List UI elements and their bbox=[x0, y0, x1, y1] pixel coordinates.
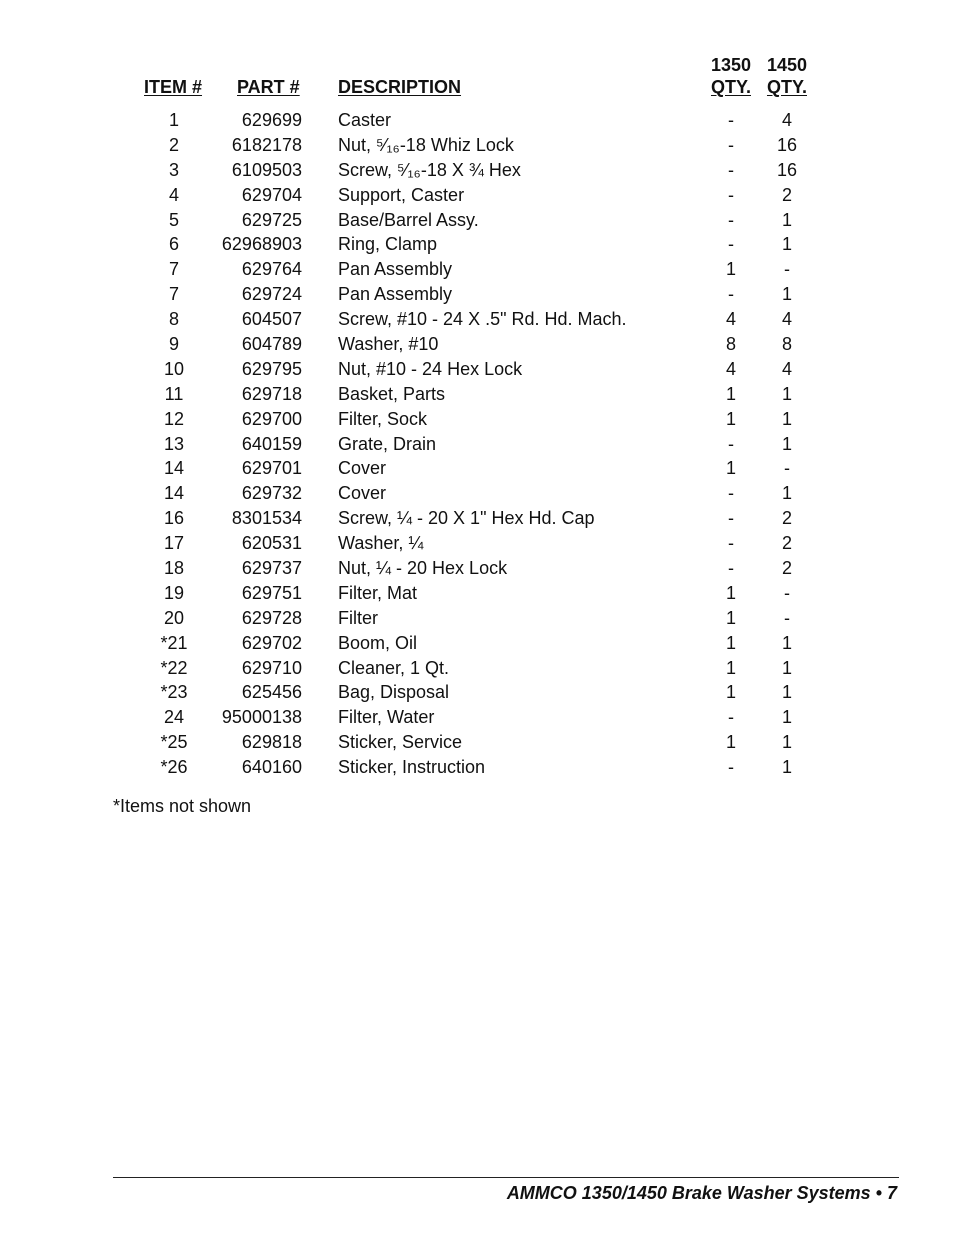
cell-qty-1350: - bbox=[728, 184, 734, 205]
cell-qty-1450: 1 bbox=[781, 707, 792, 728]
cell-item: 5 bbox=[168, 209, 179, 230]
cell-item: 19 bbox=[163, 582, 185, 603]
cell-qty-1350: - bbox=[728, 159, 734, 180]
table-row bbox=[0, 755, 954, 780]
column-header-qty-1350 bbox=[701, 54, 761, 98]
cell-qty-1350: 1 bbox=[725, 682, 736, 703]
column-header-description: DESCRIPTION bbox=[338, 77, 462, 97]
cell-qty-1450: - bbox=[784, 582, 790, 603]
cell-item: 20 bbox=[163, 607, 185, 628]
cell-qty-1350: 4 bbox=[725, 358, 736, 379]
cell-description: Screw, ⁵⁄₁₆-18 X ¾ Hex bbox=[338, 159, 521, 180]
page-footer: AMMCO 1350/1450 Brake Washer Systems • 7 bbox=[506, 1183, 897, 1203]
table-row bbox=[0, 208, 954, 233]
table-row bbox=[0, 257, 954, 282]
cell-part-number: 95000138 bbox=[221, 707, 302, 728]
cell-part-number: 6182178 bbox=[231, 134, 302, 155]
cell-qty-1350: - bbox=[728, 234, 734, 255]
cell-item: 9 bbox=[168, 334, 179, 355]
parts-table bbox=[0, 108, 954, 780]
cell-qty-1450: 1 bbox=[781, 483, 792, 504]
cell-qty-1450: 1 bbox=[781, 408, 792, 429]
cell-qty-1350: - bbox=[728, 533, 734, 554]
cell-part-number: 620531 bbox=[241, 533, 302, 554]
cell-qty-1450: 4 bbox=[781, 110, 792, 130]
cell-qty-1450: - bbox=[784, 458, 790, 479]
cell-description: Filter, Water bbox=[338, 707, 435, 728]
cell-item: 4 bbox=[168, 184, 179, 205]
table-row bbox=[0, 481, 954, 506]
cell-qty-1450: 2 bbox=[781, 184, 792, 205]
cell-qty-1350: 1 bbox=[725, 732, 736, 753]
cell-qty-1450: 2 bbox=[781, 508, 792, 529]
table-row bbox=[0, 456, 954, 481]
cell-qty-1450: 1 bbox=[781, 209, 792, 230]
table-row bbox=[0, 680, 954, 705]
table-row bbox=[0, 382, 954, 407]
cell-qty-1350: - bbox=[728, 110, 734, 130]
cell-qty-1350: 1 bbox=[725, 607, 736, 628]
column-header-part: PART # bbox=[237, 77, 300, 97]
cell-part-number: 640160 bbox=[241, 757, 302, 778]
cell-qty-1350: - bbox=[728, 707, 734, 728]
cell-description: Pan Assembly bbox=[338, 284, 453, 305]
cell-qty-1350: 4 bbox=[725, 309, 736, 330]
cell-qty-1350: - bbox=[728, 209, 734, 230]
cell-part-number: 629704 bbox=[241, 184, 302, 205]
cell-description: Sticker, Instruction bbox=[338, 757, 486, 778]
cell-description: Screw, ¼ - 20 X 1" Hex Hd. Cap bbox=[338, 508, 595, 529]
cell-part-number: 629732 bbox=[241, 483, 302, 504]
cell-part-number: 629710 bbox=[241, 657, 302, 678]
table-row bbox=[0, 158, 954, 183]
cell-part-number: 604507 bbox=[241, 309, 302, 330]
table-row bbox=[0, 730, 954, 755]
cell-description: Cover bbox=[338, 483, 387, 504]
cell-description: Washer, #10 bbox=[338, 334, 439, 355]
footnote: *Items not shown bbox=[113, 796, 252, 816]
cell-item: 2 bbox=[168, 134, 179, 155]
cell-qty-1350: - bbox=[728, 508, 734, 529]
cell-part-number: 629737 bbox=[241, 558, 302, 579]
table-row bbox=[0, 631, 954, 656]
cell-item: *21 bbox=[160, 632, 188, 653]
cell-description: Caster bbox=[338, 110, 392, 130]
cell-qty-1350: 1 bbox=[725, 458, 736, 479]
cell-qty-1450: 1 bbox=[781, 682, 792, 703]
cell-part-number: 629728 bbox=[241, 607, 302, 628]
table-row bbox=[0, 232, 954, 257]
cell-part-number: 625456 bbox=[241, 682, 302, 703]
cell-item: *26 bbox=[160, 757, 188, 778]
cell-qty-1350: 1 bbox=[725, 259, 736, 280]
cell-description: Sticker, Service bbox=[338, 732, 463, 753]
cell-qty-1450: 1 bbox=[781, 732, 792, 753]
cell-description: Ring, Clamp bbox=[338, 234, 438, 255]
table-row bbox=[0, 133, 954, 158]
cell-qty-1450: 1 bbox=[781, 433, 792, 454]
table-row bbox=[0, 581, 954, 606]
cell-qty-1450: 1 bbox=[781, 284, 792, 305]
cell-part-number: 629751 bbox=[241, 582, 302, 603]
cell-item: 13 bbox=[163, 433, 185, 454]
table-row bbox=[0, 705, 954, 730]
cell-part-number: 629795 bbox=[241, 358, 302, 379]
cell-description: Grate, Drain bbox=[338, 433, 437, 454]
cell-qty-1450: 2 bbox=[781, 533, 792, 554]
column-header-qty-1450-label: QTY. bbox=[766, 77, 807, 97]
cell-item: 7 bbox=[168, 284, 179, 305]
cell-item: 1 bbox=[168, 110, 179, 130]
cell-description: Nut, ⁵⁄₁₆-18 Whiz Lock bbox=[338, 134, 514, 155]
cell-description: Basket, Parts bbox=[338, 383, 446, 404]
cell-item: 7 bbox=[168, 259, 179, 280]
cell-description: Filter, Mat bbox=[338, 582, 418, 603]
cell-part-number: 629699 bbox=[241, 110, 302, 130]
cell-item: 8 bbox=[168, 309, 179, 330]
cell-qty-1350: - bbox=[728, 284, 734, 305]
cell-item: *25 bbox=[160, 732, 188, 753]
table-row bbox=[0, 531, 954, 556]
cell-qty-1450: 16 bbox=[776, 159, 798, 180]
cell-part-number: 629702 bbox=[241, 632, 302, 653]
cell-item: 6 bbox=[168, 234, 179, 255]
cell-part-number: 629718 bbox=[241, 383, 302, 404]
cell-item: *23 bbox=[160, 682, 188, 703]
cell-description: Support, Caster bbox=[338, 184, 465, 205]
table-row bbox=[0, 357, 954, 382]
cell-description: Nut, ¼ - 20 Hex Lock bbox=[338, 558, 508, 579]
cell-qty-1350: 1 bbox=[725, 383, 736, 404]
column-header-qty-1350-label: QTY. bbox=[710, 77, 751, 97]
cell-part-number: 629764 bbox=[241, 259, 302, 280]
cell-qty-1350: 1 bbox=[725, 582, 736, 603]
cell-qty-1350: 1 bbox=[725, 632, 736, 653]
cell-part-number: 629724 bbox=[241, 284, 302, 305]
cell-part-number: 629700 bbox=[241, 408, 302, 429]
table-row bbox=[0, 556, 954, 581]
cell-qty-1350: - bbox=[728, 134, 734, 155]
cell-qty-1450: 1 bbox=[781, 632, 792, 653]
cell-description: Boom, Oil bbox=[338, 632, 418, 653]
table-row bbox=[0, 506, 954, 531]
cell-qty-1450: 4 bbox=[781, 358, 792, 379]
table-row bbox=[0, 606, 954, 631]
table-row bbox=[0, 656, 954, 681]
cell-description: Base/Barrel Assy. bbox=[338, 209, 479, 230]
cell-description: Pan Assembly bbox=[338, 259, 453, 280]
cell-description: Cover bbox=[338, 458, 387, 479]
cell-description: Bag, Disposal bbox=[338, 682, 450, 703]
cell-qty-1350: - bbox=[728, 757, 734, 778]
column-header-qty-1450 bbox=[757, 54, 817, 98]
cell-qty-1350: 1 bbox=[725, 408, 736, 429]
table-row bbox=[0, 332, 954, 357]
cell-qty-1450: 1 bbox=[781, 657, 792, 678]
cell-part-number: 604789 bbox=[241, 334, 302, 355]
cell-part-number: 629725 bbox=[241, 209, 302, 230]
column-header-qty-1450-model: 1450 bbox=[766, 55, 808, 75]
cell-qty-1450: - bbox=[784, 607, 790, 628]
table-row bbox=[0, 183, 954, 208]
cell-item: 10 bbox=[163, 358, 185, 379]
cell-qty-1450: 2 bbox=[781, 558, 792, 579]
cell-part-number: 62968903 bbox=[221, 234, 302, 255]
cell-description: Washer, ¼ bbox=[338, 533, 424, 554]
cell-description: Cleaner, 1 Qt. bbox=[338, 657, 450, 678]
cell-qty-1450: 8 bbox=[781, 334, 792, 355]
cell-qty-1350: 1 bbox=[725, 657, 736, 678]
cell-qty-1450: 16 bbox=[776, 134, 798, 155]
cell-item: 14 bbox=[163, 483, 185, 504]
cell-description: Filter, Sock bbox=[338, 408, 428, 429]
cell-qty-1450: 1 bbox=[781, 234, 792, 255]
cell-qty-1350: - bbox=[728, 433, 734, 454]
cell-item: 24 bbox=[163, 707, 185, 728]
cell-qty-1350: - bbox=[728, 558, 734, 579]
cell-part-number: 640159 bbox=[241, 433, 302, 454]
cell-description: Filter bbox=[338, 607, 378, 628]
cell-description: Screw, #10 - 24 X .5" Rd. Hd. Mach. bbox=[338, 309, 627, 330]
cell-item: 14 bbox=[163, 458, 185, 479]
table-row bbox=[0, 282, 954, 307]
cell-qty-1450: 4 bbox=[781, 309, 792, 330]
table-row bbox=[0, 307, 954, 332]
cell-description: Nut, #10 - 24 Hex Lock bbox=[338, 358, 523, 379]
cell-qty-1350: 8 bbox=[725, 334, 736, 355]
cell-qty-1450: 1 bbox=[781, 383, 792, 404]
cell-part-number: 629818 bbox=[241, 732, 302, 753]
cell-item: 17 bbox=[163, 533, 185, 554]
cell-part-number: 629701 bbox=[241, 458, 302, 479]
cell-item: 18 bbox=[163, 558, 185, 579]
cell-item: *22 bbox=[160, 657, 188, 678]
cell-part-number: 6109503 bbox=[231, 159, 302, 180]
cell-item: 11 bbox=[164, 383, 184, 404]
column-header-qty-1350-model: 1350 bbox=[710, 55, 752, 75]
table-row bbox=[0, 108, 954, 133]
table-row bbox=[0, 407, 954, 432]
cell-qty-1450: - bbox=[784, 259, 790, 280]
cell-qty-1350: - bbox=[728, 483, 734, 504]
column-header-item: ITEM # bbox=[144, 77, 203, 97]
cell-item: 12 bbox=[163, 408, 185, 429]
footer-rule bbox=[113, 1177, 899, 1178]
cell-part-number: 8301534 bbox=[231, 508, 302, 529]
table-row bbox=[0, 432, 954, 457]
cell-item: 16 bbox=[163, 508, 185, 529]
cell-item: 3 bbox=[168, 159, 179, 180]
cell-qty-1450: 1 bbox=[781, 757, 792, 778]
